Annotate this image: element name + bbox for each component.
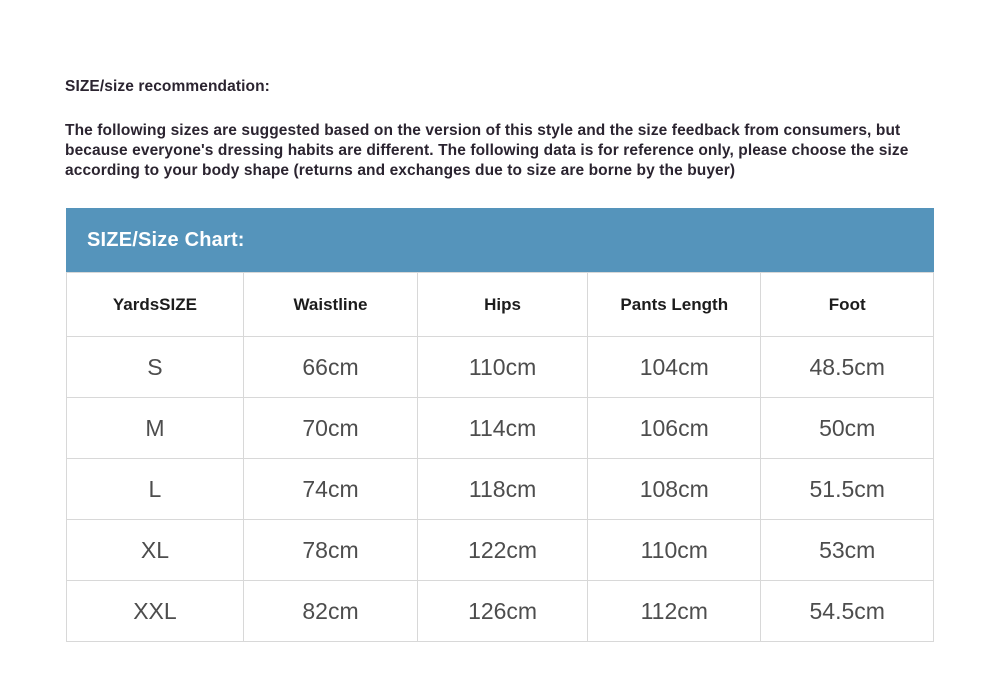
size-chart-section xyxy=(66,208,934,642)
waistline-cell: 82cm xyxy=(243,581,417,642)
size-cell: L xyxy=(67,459,244,520)
size-chart-title: SIZE/Size Chart: xyxy=(87,228,245,251)
pants-length-cell: 110cm xyxy=(588,520,761,581)
waistline-cell: 78cm xyxy=(243,520,417,581)
pants-length-cell: 112cm xyxy=(588,581,761,642)
column-header-waistline: Waistline xyxy=(243,273,417,337)
waistline-cell: 74cm xyxy=(243,459,417,520)
hips-cell: 118cm xyxy=(418,459,588,520)
foot-cell: 48.5cm xyxy=(761,337,934,398)
column-header-hips: Hips xyxy=(418,273,588,337)
pants-length-cell: 108cm xyxy=(588,459,761,520)
column-header-pants-length: Pants Length xyxy=(588,273,761,337)
pants-length-cell: 104cm xyxy=(588,337,761,398)
table-row-s xyxy=(67,337,934,398)
size-chart-title-bar xyxy=(66,208,934,272)
size-recommendation-text: The following sizes are suggested based on the version of this style and the size feedback from consumers, but because everyone's dressing habits are different. The following data is for reference only, please choose the size according to your body shape (returns and exchanges due to size are borne by the buyer) xyxy=(65,122,909,179)
foot-cell: 54.5cm xyxy=(761,581,934,642)
table-row-xl xyxy=(67,520,934,581)
foot-cell: 50cm xyxy=(761,398,934,459)
table-row-l xyxy=(67,459,934,520)
column-header-yards-size: YardsSIZE xyxy=(67,273,244,337)
table-header-row xyxy=(67,273,934,337)
waistline-cell: 70cm xyxy=(243,398,417,459)
table-row-m xyxy=(67,398,934,459)
foot-cell: 51.5cm xyxy=(761,459,934,520)
hips-cell: 122cm xyxy=(418,520,588,581)
table-row-xxl xyxy=(67,581,934,642)
hips-cell: 114cm xyxy=(418,398,588,459)
foot-cell: 53cm xyxy=(761,520,934,581)
size-recommendation-title: SIZE/size recommendation: xyxy=(65,78,270,95)
hips-cell: 126cm xyxy=(418,581,588,642)
size-chart-table xyxy=(66,272,934,642)
size-cell: XL xyxy=(67,520,244,581)
size-cell: S xyxy=(67,337,244,398)
pants-length-cell: 106cm xyxy=(588,398,761,459)
column-header-foot: Foot xyxy=(761,273,934,337)
size-cell: M xyxy=(67,398,244,459)
size-cell: XXL xyxy=(67,581,244,642)
waistline-cell: 66cm xyxy=(243,337,417,398)
hips-cell: 110cm xyxy=(418,337,588,398)
